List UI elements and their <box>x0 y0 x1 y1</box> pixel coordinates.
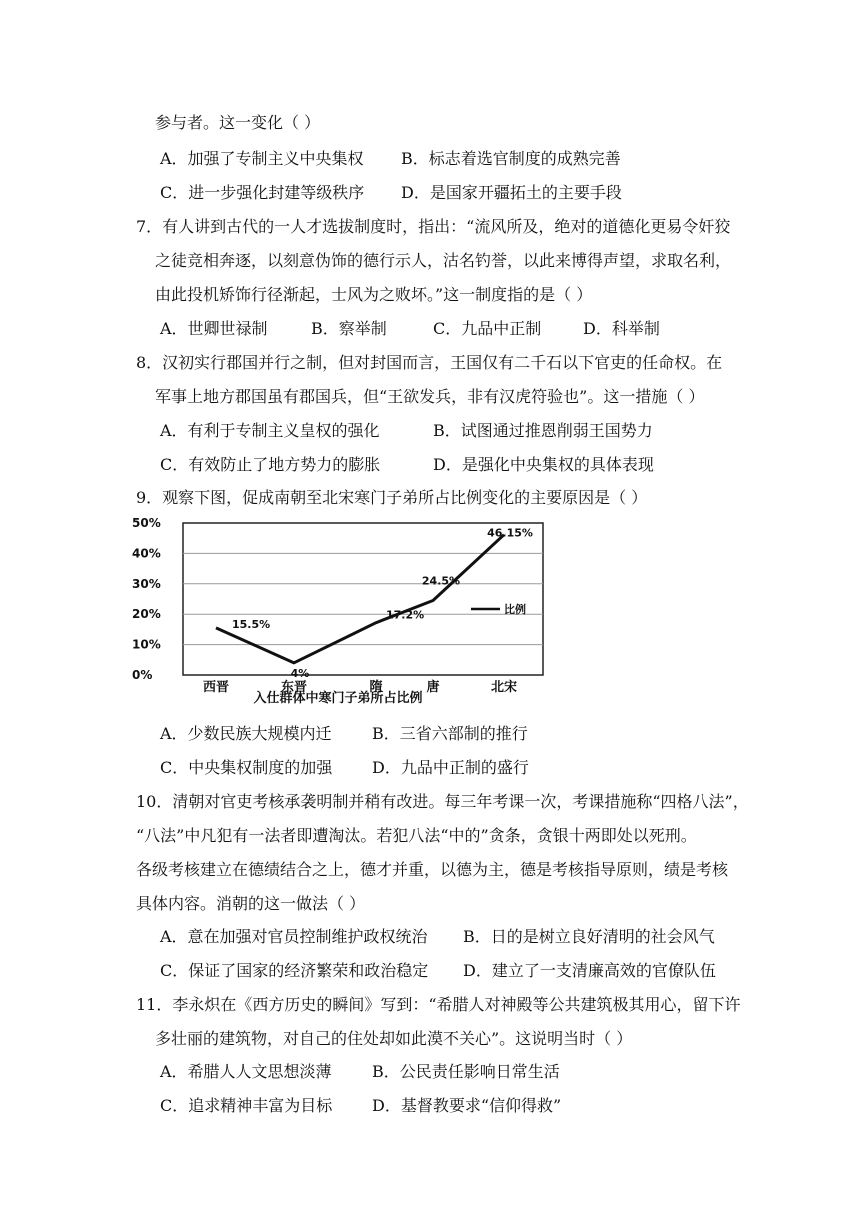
q8-option-b[interactable]: B．试图通过推恩削弱王国势力 <box>433 421 653 440</box>
x-tick-label: 西晋 <box>202 680 230 695</box>
q10-option-a[interactable]: A．意在加强对官员控制维护政权统治 <box>160 927 428 946</box>
plot-frame <box>183 523 543 675</box>
y-tick-label: 20% <box>132 607 161 622</box>
q11-option-b[interactable]: B．公民责任影响日常生活 <box>372 1062 560 1081</box>
q6-stem-end: 参与者。这一变化（ ） <box>155 113 321 132</box>
q9-option-b[interactable]: B．三省六部制的推行 <box>372 724 528 743</box>
q8-option-a[interactable]: A．有利于专制主义皇权的强化 <box>160 421 380 440</box>
q10-stem-line-3: 各级考核建立在德绩结合之上，德才并重，以德为主，德是考核指导原则，绩是考核 <box>136 860 729 879</box>
y-tick-label: 0% <box>132 668 153 682</box>
q10-stem-line-1: 10．清朝对官吏考核承袭明制并稍有改进。每三年考课一次，考课措施称“四格八法”， <box>136 792 749 811</box>
q7-stem-line-3: 由此投机矫饰行径渐起，士风为之败坏。”这一制度指的是（ ） <box>155 285 593 304</box>
y-tick-label: 10% <box>132 637 161 652</box>
data-label: 15.5% <box>232 617 271 631</box>
q11-option-a[interactable]: A．希腊人人文思想淡薄 <box>160 1062 332 1081</box>
q6-option-c[interactable]: C．进一步强化封建等级秩序 <box>160 183 365 202</box>
q7-option-a[interactable]: A．世卿世禄制 <box>160 319 268 338</box>
q10-stem-line-2: “八法”中凡犯有一法者即遭淘汰。若犯八法“中的”贪条，贪银十两即处以死刑。 <box>136 826 697 845</box>
q9-option-d[interactable]: D．九品中正制的盛行 <box>372 758 529 777</box>
y-tick-label: 30% <box>132 576 161 591</box>
y-tick-label: 50% <box>132 516 161 530</box>
data-label: 24.5% <box>421 574 461 588</box>
legend-label: 比例 <box>504 603 526 616</box>
x-tick-label: 唐 <box>426 680 440 695</box>
data-label: 4% <box>290 666 310 680</box>
q10-option-b[interactable]: B．日的是树立良好清明的社会风气 <box>463 927 715 946</box>
q11-option-d[interactable]: D．基督教要求“信仰得救” <box>372 1096 562 1115</box>
q9-option-a[interactable]: A．少数民族大规模内迁 <box>160 724 332 743</box>
q10-option-c[interactable]: C．保证了国家的经济繁荣和政治稳定 <box>160 961 429 980</box>
x-tick-label: 北宋 <box>490 680 518 695</box>
q10-option-d[interactable]: D．建立了一支清廉高效的官僚队伍 <box>463 961 716 980</box>
x-axis-title: 入仕群体中寒门子弟所占比例 <box>253 691 423 706</box>
y-tick-label: 40% <box>132 546 161 561</box>
q8-option-c[interactable]: C．有效防止了地方势力的膨胀 <box>160 455 381 474</box>
q7-stem-line-1: 7．有人讲到古代的一人才选拔制度时，指出：“流风所及，绝对的道德化更易令奸狡 <box>136 217 731 236</box>
q8-option-d[interactable]: D．是强化中央集权的具体表现 <box>433 455 654 474</box>
data-label: 46.15% <box>487 526 533 540</box>
q8-stem-line-1: 8．汉初实行郡国并行之制，但对封国而言，王国仅有二千石以下官吏的任命权。在 <box>136 353 723 372</box>
x-tick-label: 东晋 <box>280 680 308 695</box>
q6-option-a[interactable]: A．加强了专制主义中央集权 <box>160 149 364 168</box>
q7-option-c[interactable]: C．九品中正制 <box>433 319 542 338</box>
q9-option-c[interactable]: C．中央集权制度的加强 <box>160 758 333 777</box>
enrollment-ratio-chart <box>128 515 548 710</box>
data-label: 17.2% <box>386 608 425 622</box>
q11-stem-line-2: 多壮丽的建筑物，对自己的住处却如此漠不关心”。这说明当时（ ） <box>155 1029 633 1048</box>
q6-option-d[interactable]: D．是国家开疆拓土的主要手段 <box>401 183 622 202</box>
q11-option-c[interactable]: C．追求精神丰富为目标 <box>160 1096 333 1115</box>
q10-stem-line-4: 具体内容。消朝的这一做法（ ） <box>136 894 366 913</box>
q7-option-d[interactable]: D．科举制 <box>583 319 660 338</box>
q6-option-b[interactable]: B．标志着选官制度的成熟完善 <box>401 149 621 168</box>
q7-stem-line-2: 之徒竞相奔逐，以刻意伪饰的德行示人，沽名钓誉，以此来博得声望，求取名利， <box>155 251 732 270</box>
series-line <box>216 535 504 663</box>
q7-option-b[interactable]: B．察举制 <box>311 319 387 338</box>
q9-stem: 9．观察下图，促成南朝至北宋寒门子弟所占比例变化的主要原因是（ ） <box>136 488 648 507</box>
x-tick-label: 隋 <box>369 680 383 695</box>
q8-stem-line-2: 军事上地方郡国虽有郡国兵，但“王欲发兵，非有汉虎符验也”。这一措施（ ） <box>155 387 705 406</box>
q11-stem-line-1: 11．李永炽在《西方历史的瞬间》写到：“希腊人对神殿等公共建筑极其用心，留下许 <box>136 995 741 1014</box>
